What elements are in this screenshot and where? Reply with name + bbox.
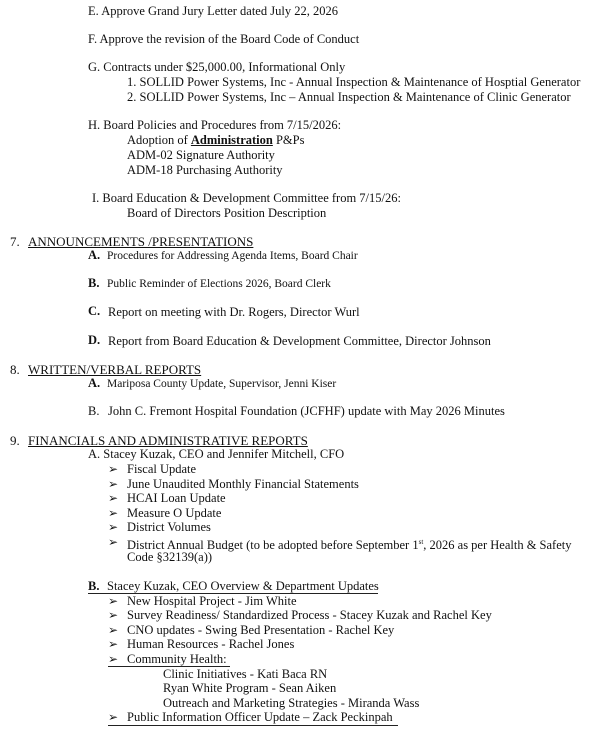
section-7-number: 7.	[10, 234, 20, 249]
item-g-title: G. Contracts under $25,000.00, Informational Only	[88, 60, 346, 74]
section-8-number: 8.	[10, 362, 20, 377]
arrow-bullet-icon: ➢	[108, 652, 119, 666]
s7-d-text: Report from Board Education & Development Committee, Director Johnson	[108, 334, 491, 348]
arrow-bullet-icon: ➢	[108, 462, 119, 476]
item-h-adm02: ADM-02 Signature Authority	[127, 148, 275, 162]
section-9-title: FINANCIALS AND ADMINISTRATIVE REPORTS	[28, 433, 308, 448]
section-7-title: ANNOUNCEMENTS /PRESENTATIONS	[28, 234, 254, 249]
s9-b-bullet: Survey Readiness/ Standardized Process - Stacey Kuzak and Rachel Key	[127, 608, 492, 622]
arrow-bullet-icon: ➢	[108, 520, 119, 534]
community-item: Clinic Initiatives - Kati Baca RN	[163, 667, 328, 681]
item-i-title: I. Board Education & Development Committee from 7/15/26:	[92, 191, 401, 205]
item-g-sub-1: 1. SOLLID Power Systems, Inc - Annual Inspection & Maintenance of Hosptial Generator	[127, 75, 581, 89]
s9-a-bullet: June Unaudited Monthly Financial Statements	[127, 477, 359, 491]
s7-b-letter: B.	[88, 276, 100, 290]
s9-b-letter: B.	[88, 579, 100, 593]
s7-a-text: Procedures for Addressing Agenda Items, Board Chair	[107, 250, 358, 262]
s9-b-title: Stacey Kuzak, CEO Overview & Department Updates	[107, 579, 379, 593]
s9-a-title: A. Stacey Kuzak, CEO and Jennifer Mitchell, CFO	[88, 447, 345, 461]
s9-b-bullet: CNO updates - Swing Bed Presentation - Rachel Key	[127, 623, 395, 637]
s8-b-text: John C. Fremont Hospital Foundation (JCFHF) update with May 2026 Minutes	[108, 404, 505, 418]
arrow-bullet-icon: ➢	[108, 623, 119, 637]
budget-superscript: st	[418, 538, 424, 546]
item-i-sub: Board of Directors Position Description	[127, 206, 327, 220]
item-e: E. Approve Grand Jury Letter dated July 22, 2026	[88, 4, 338, 18]
s9-a-bullet: HCAI Loan Update	[127, 491, 226, 505]
s8-a-text: Mariposa County Update, Supervisor, Jenni Kiser	[107, 378, 337, 390]
s9-b-bullet: Community Health:	[127, 652, 227, 666]
item-f: F. Approve the revision of the Board Code of Conduct	[88, 32, 360, 46]
s7-c-letter: C.	[88, 304, 101, 318]
arrow-bullet-icon: ➢	[108, 594, 119, 608]
pio-underline	[108, 725, 398, 726]
adoption-prefix: Adoption of	[127, 133, 191, 147]
arrow-bullet-icon: ➢	[108, 608, 119, 622]
item-h-title: H. Board Policies and Procedures from 7/15/2026:	[88, 118, 342, 132]
s9-a-bullet: Fiscal Update	[127, 462, 197, 476]
s8-b-letter: B.	[88, 404, 100, 418]
community-item: Outreach and Marketing Strategies - Miranda Wass	[163, 696, 420, 710]
section-8-title: WRITTEN/VERBAL REPORTS	[28, 362, 202, 377]
s8-a-letter: A.	[88, 376, 101, 390]
item-g-sub-2: 2. SOLLID Power Systems, Inc – Annual Inspection & Maintenance of Clinic Generator	[127, 90, 571, 104]
community-item: Ryan White Program - Sean Aiken	[163, 681, 337, 695]
item-h-adm18: ADM-18 Purchasing Authority	[127, 163, 283, 177]
s9-a-budget-line2: Code §32139(a))	[127, 550, 213, 564]
budget-text-1: District Annual Budget (to be adopted before September 1	[127, 538, 419, 553]
s7-a-letter: A.	[88, 248, 101, 262]
s9-b-pio: Public Information Officer Update – Zack Peckinpah	[127, 710, 393, 724]
adoption-bold: Administration	[190, 133, 273, 147]
section-9-number: 9.	[10, 433, 20, 448]
arrow-bullet-icon: ➢	[108, 506, 119, 520]
s9-b-bullet: Human Resources - Rachel Jones	[127, 637, 295, 651]
arrow-bullet-icon: ➢	[108, 535, 119, 549]
arrow-bullet-icon: ➢	[108, 710, 119, 724]
s9-a-bullet: Measure O Update	[127, 506, 222, 520]
arrow-bullet-icon: ➢	[108, 477, 119, 491]
arrow-bullet-icon: ➢	[108, 637, 119, 651]
adoption-suffix: P&Ps	[272, 133, 305, 147]
s7-c-text: Report on meeting with Dr. Rogers, Director Wurl	[108, 305, 360, 319]
s9-a-bullet: District Volumes	[127, 520, 211, 534]
s7-b-text: Public Reminder of Elections 2026, Board Clerk	[107, 278, 331, 290]
s9-b-bullet: New Hospital Project - Jim White	[127, 594, 297, 608]
item-h-adoption	[127, 133, 304, 148]
budget-text-2: , 2026 as per Health & Safety	[423, 538, 572, 553]
s7-d-letter: D.	[88, 333, 101, 347]
arrow-bullet-icon: ➢	[108, 491, 119, 505]
